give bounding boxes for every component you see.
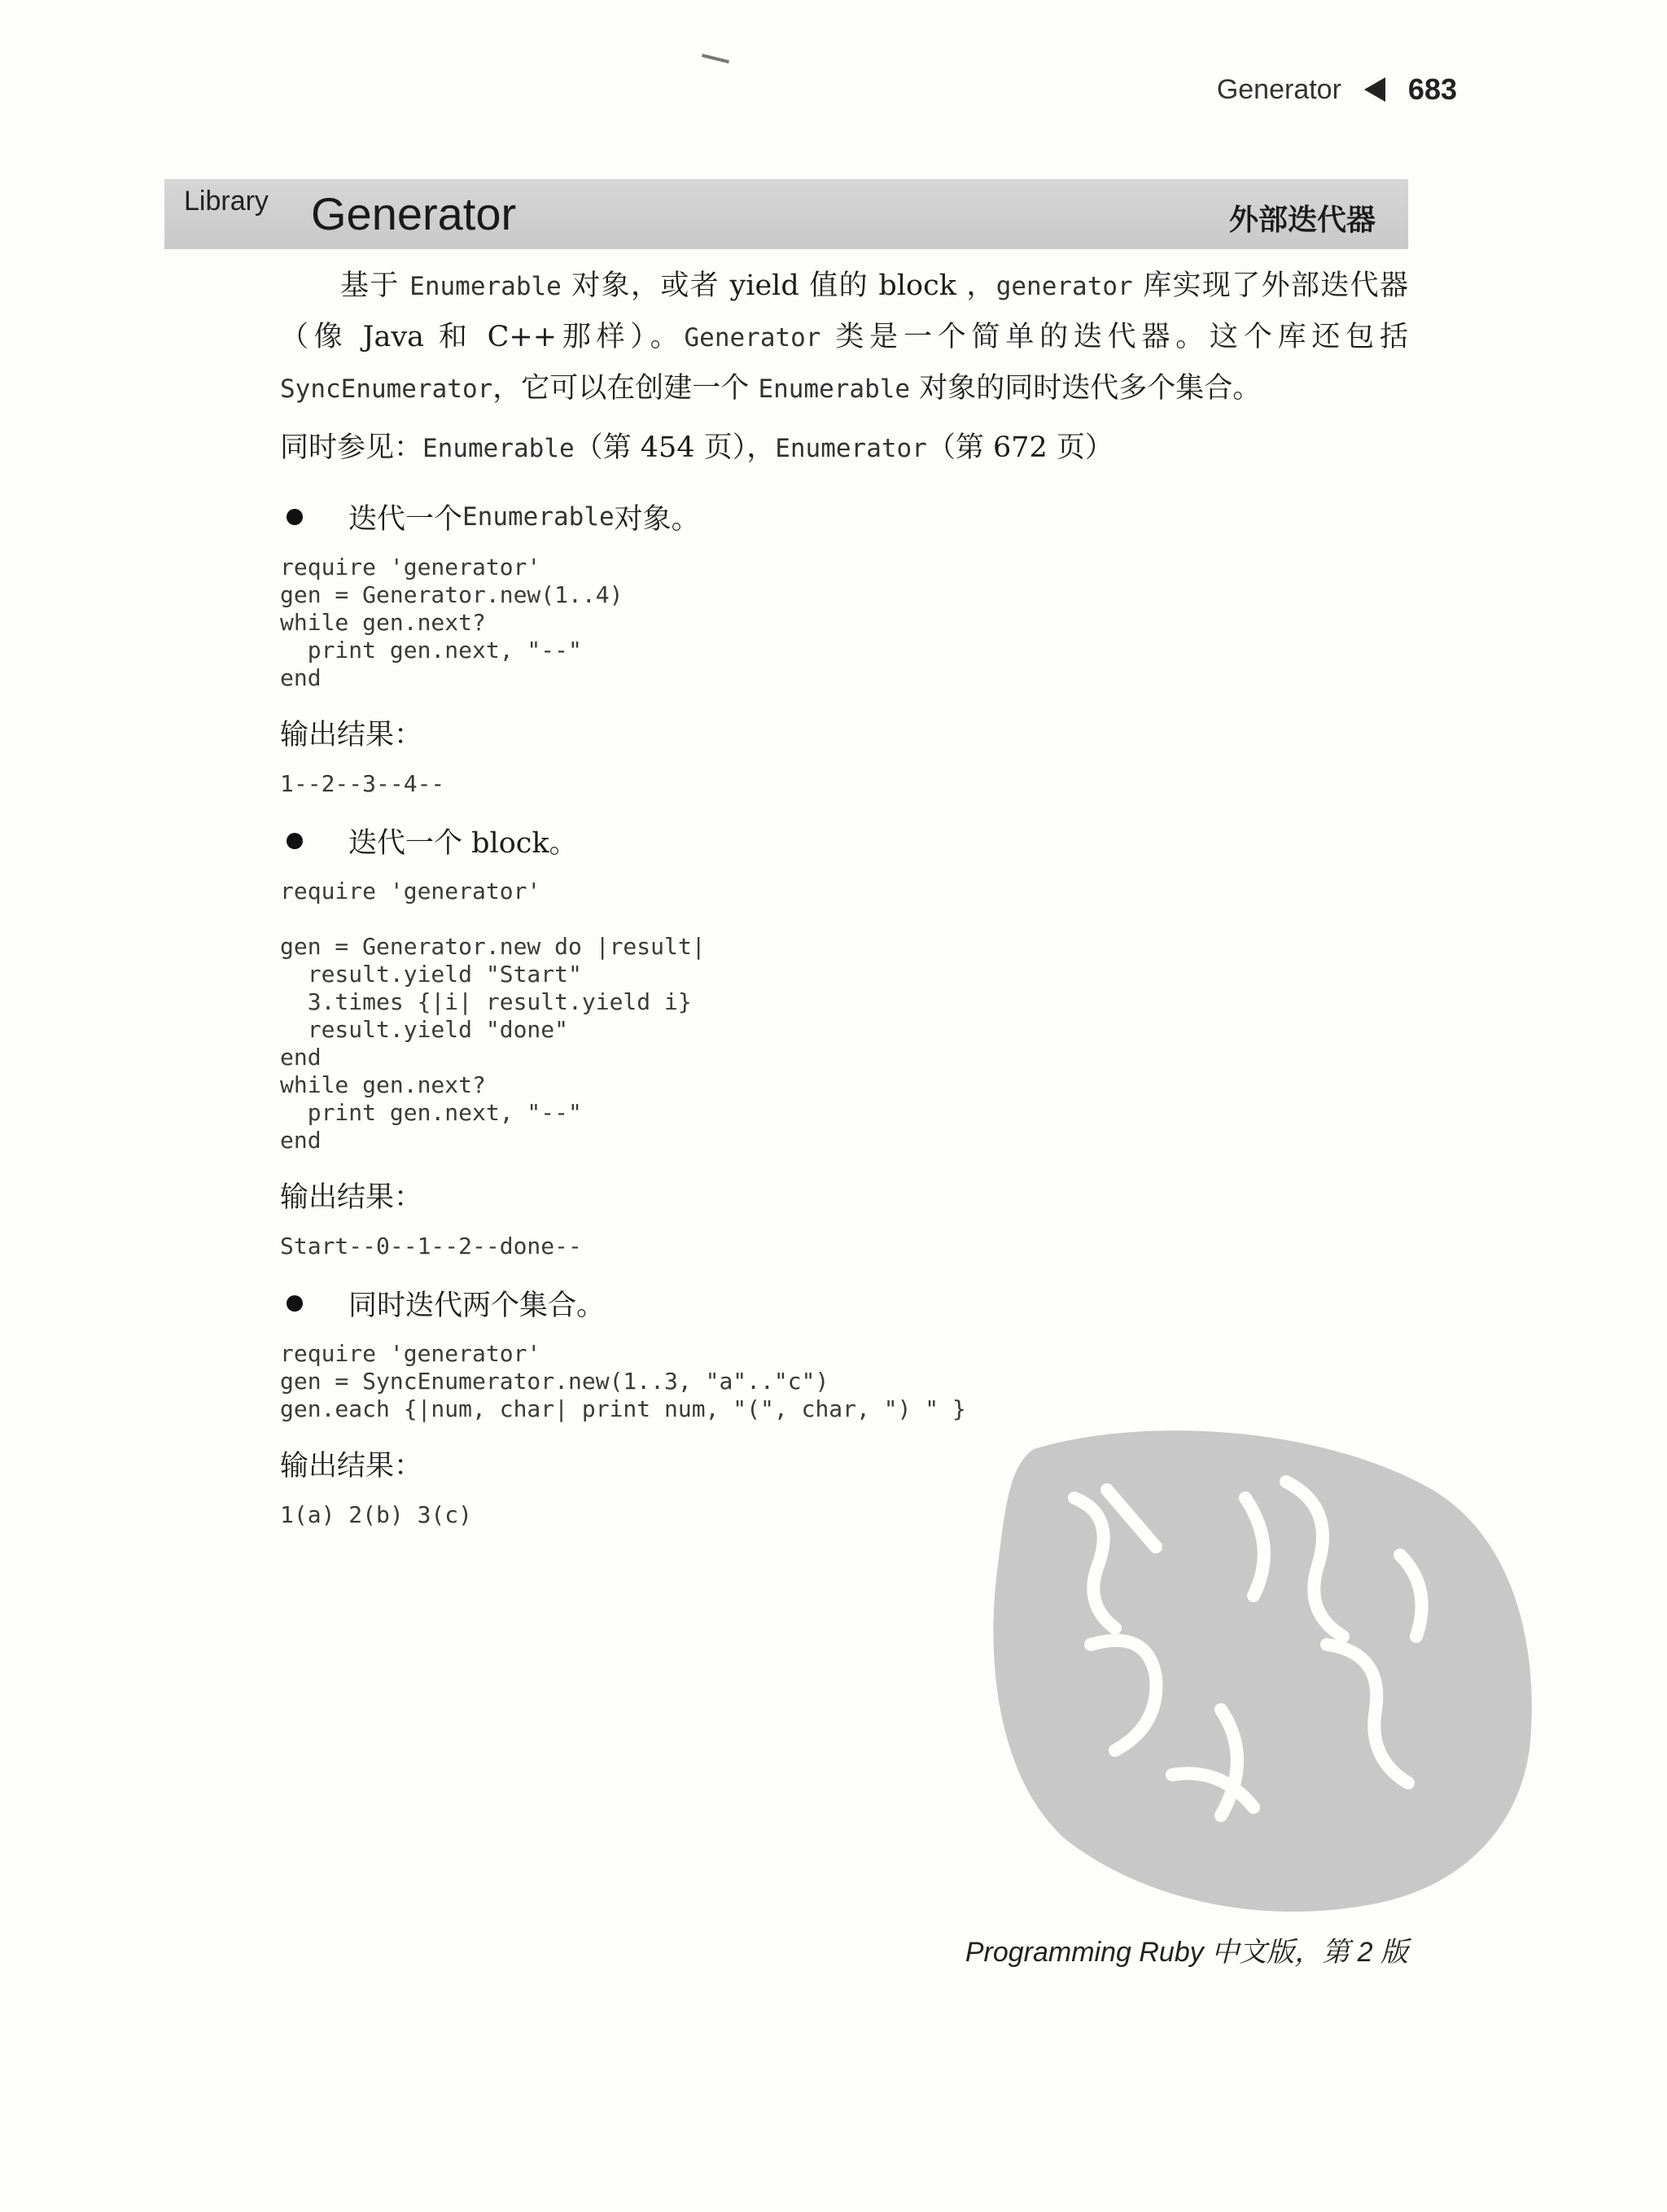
example-1-code: require 'generator' gen = Generator.new(1..4) while gen.next? print gen.next, "--" end [280, 554, 623, 691]
example-2-output-label: 输出结果： [280, 1181, 423, 1214]
banner-subtitle: 外部迭代器 [1228, 203, 1376, 236]
intro-code-4: SyncEnumerator [280, 375, 493, 404]
example-3-bullet-text: 同时迭代两个集合。 [348, 1290, 606, 1322]
example-1-bullet-code: Enumerable [462, 502, 615, 532]
intro-code-3: Generator [684, 323, 821, 353]
page-number: 683 [1407, 72, 1457, 106]
section-banner [164, 179, 1408, 249]
example-1-output-label: 输出结果： [280, 719, 423, 751]
example-2-code: require 'generator' gen = Generator.new do |result| result.yield "Start" 3.times {|i| result.yield i} result.yield "done" end while gen.next? print gen.next, "--" end [280, 878, 706, 1154]
example-1-bullet [280, 492, 1408, 542]
seal-stamp-icon [977, 1400, 1547, 1938]
running-header [1180, 67, 1457, 112]
banner-library-label: Library [184, 186, 269, 217]
see-also-ref2-page: （第 672 页） [926, 431, 1114, 464]
bullet-icon [287, 1295, 303, 1312]
intro-text-4: 类是一个简单的迭代器。这个库还包括 [820, 321, 1408, 353]
intro-code-1: Enumerable [409, 272, 562, 301]
example-3-bullet [280, 1278, 1408, 1329]
banner-title: Generator [311, 188, 517, 239]
intro-text-3: 库实现了外部迭代器（像 Java 和 C++那样）。 [280, 269, 1408, 353]
example-1-output: 1--2--3--4-- [280, 770, 445, 797]
page-content [280, 261, 1408, 1529]
intro-text-2: 对象，或者 yield 值的 block ， [561, 269, 996, 302]
header-title: Generator [1216, 73, 1341, 105]
example-2-output: Start--0--1--2--done-- [280, 1233, 582, 1259]
see-also [280, 423, 1408, 474]
scan-mark [702, 54, 729, 64]
example-3-output-label: 输出结果： [280, 1450, 423, 1483]
example-2-bullet-text: 迭代一个 block。 [348, 827, 578, 860]
intro-code-5: Enumerable [758, 375, 911, 404]
example-1-bullet-suffix: 对象。 [614, 503, 700, 536]
page-footer: Programming Ruby 中文版，第 2 版 [965, 1937, 1408, 1968]
example-1-bullet-prefix: 迭代一个 [348, 503, 463, 536]
see-also-ref1: Enumerable [422, 434, 575, 463]
see-also-label: 同时参见： [280, 431, 423, 464]
bullet-icon [287, 833, 303, 849]
intro-text-6: 对象的同时迭代多个集合。 [910, 372, 1262, 405]
intro-paragraph [280, 261, 1408, 414]
intro-text-1: 基于 [340, 269, 410, 302]
arrow-left-icon [1364, 77, 1385, 102]
example-3-code: require 'generator' gen = SyncEnumerator.new(1..3, "a".."c") gen.each {|num, char| print num, "(", char, ") " } [280, 1340, 966, 1422]
intro-code-2: generator [995, 272, 1133, 301]
intro-text-5: ，它可以在创建一个 [492, 372, 759, 405]
see-also-ref2: Enumerator [775, 434, 927, 463]
bullet-icon [287, 509, 303, 525]
example-2-bullet [280, 816, 1408, 866]
example-3-output: 1(a) 2(b) 3(c) [280, 1501, 473, 1528]
see-also-ref1-page: （第 454 页）， [574, 431, 776, 464]
